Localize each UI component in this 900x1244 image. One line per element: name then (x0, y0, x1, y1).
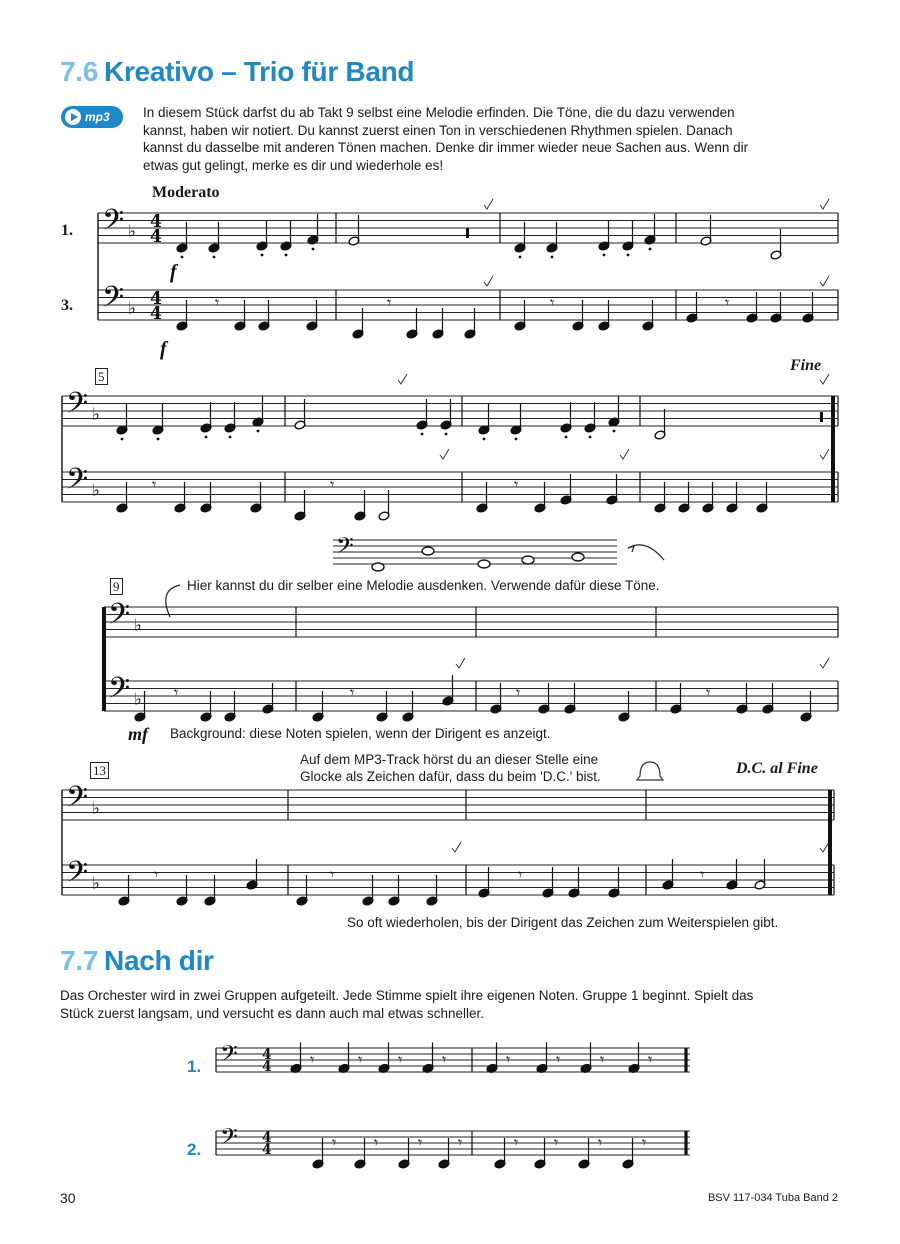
bass-clef: 𝄢 (220, 1122, 238, 1156)
quarter-rest (820, 412, 823, 422)
key-signature-flat: ♭ (128, 298, 136, 318)
bass-clef: 𝄢 (108, 597, 131, 638)
dc-al-fine-marking: D.C. al Fine (736, 760, 818, 777)
eighth-rest: 𝄾 (600, 1049, 605, 1069)
key-signature-flat: ♭ (134, 689, 142, 709)
time-signature-top: 4 (262, 1047, 272, 1063)
measure-number-13: 13 (90, 762, 109, 779)
time-signature-top: 4 (150, 212, 163, 232)
breath-check-mark (820, 842, 829, 852)
eighth-rest: 𝄾 (310, 1049, 315, 1069)
eighth-rest: 𝄾 (358, 1049, 363, 1069)
hint-repeat: So oft wiederholen, bis der Dirigent das Zeichen zum Weiterspielen gibt. (347, 915, 779, 930)
section-title-text: Nach dir (104, 945, 214, 976)
breath-check-mark (620, 449, 629, 459)
breath-check-mark (820, 374, 829, 384)
measure-number-9: 9 (110, 578, 123, 595)
eighth-rest: 𝄾 (330, 865, 335, 884)
eighth-rest: 𝄾 (556, 1049, 561, 1069)
hint-melody: Hier kannst du dir selber eine Melodie ausdenken. Verwende dafür diese Töne. (187, 578, 660, 593)
eighth-rest: 𝄾 (152, 475, 157, 494)
eighth-rest: 𝄾 (374, 1132, 379, 1152)
publication-reference: BSV 117-034 Tuba Band 2 (707, 1192, 838, 1204)
tempo-marking: Moderato (152, 184, 220, 201)
eighth-rest: 𝄾 (706, 683, 711, 702)
page-number: 30 (60, 1190, 76, 1206)
staccato-dot (515, 438, 518, 441)
hint-background: Background: diese Noten spielen, wenn der Dirigent es anzeigt. (170, 726, 551, 741)
bass-clef: 𝄢 (102, 203, 125, 244)
key-signature-flat: ♭ (92, 404, 100, 424)
eighth-rest: 𝄾 (174, 683, 179, 702)
key-signature-flat: ♭ (92, 873, 100, 893)
intro-line: In diesem Stück darfst du ab Takt 9 selbst eine Melodie erfinden. Die Töne, die du dazu verwenden (143, 105, 735, 120)
key-signature-flat: ♭ (134, 615, 142, 635)
staccato-dot (257, 430, 260, 433)
group-label-1: 1. (187, 1057, 202, 1076)
breath-check-mark (440, 449, 449, 459)
bass-clef: 𝄢 (66, 855, 89, 896)
staccato-dot (565, 436, 568, 439)
tone-whole-note (422, 547, 434, 555)
time-signature-bottom: 4 (150, 304, 163, 324)
dynamic-forte: f (160, 338, 167, 360)
eighth-rest: 𝄾 (554, 1132, 559, 1152)
intro-line: Stück zuerst langsam, und versucht es dann auch mal etwas schneller. (60, 1005, 484, 1021)
breath-check-mark (484, 276, 493, 286)
eighth-rest: 𝄾 (215, 293, 220, 312)
section-title-text: Kreativo – Trio für Band (104, 56, 415, 87)
breath-check-mark (452, 842, 461, 852)
bass-clef: 𝄢 (336, 531, 354, 565)
key-signature-flat: ♭ (128, 221, 136, 241)
staccato-dot (445, 433, 448, 436)
tone-whole-note (372, 563, 384, 571)
section-number: 7.6 (60, 56, 99, 87)
eighth-rest: 𝄾 (418, 1132, 423, 1152)
part-label-3: 3. (61, 297, 73, 314)
staccato-dot (229, 436, 232, 439)
eighth-rest: 𝄾 (387, 293, 392, 312)
eighth-rest: 𝄾 (550, 293, 555, 312)
time-signature-top: 4 (262, 1130, 272, 1146)
group-label-2: 2. (187, 1140, 202, 1159)
eighth-rest: 𝄾 (398, 1049, 403, 1069)
eighth-rest: 𝄾 (514, 1132, 519, 1152)
hint-bell-line: Glocke als Zeichen dafür, dass du beim 'D.C.' bist. (300, 769, 601, 784)
eighth-rest: 𝄾 (700, 865, 705, 884)
eighth-rest: 𝄾 (642, 1132, 647, 1152)
intro-line: kannst, haben wir notiert. Du kannst zuerst einen Ton in verschiedenen Rhythmen spielen. Danach (143, 122, 733, 138)
time-signature-bottom: 4 (150, 227, 163, 247)
bass-clef: 𝄢 (66, 462, 89, 503)
key-signature-flat: ♭ (92, 798, 100, 818)
eighth-rest: 𝄾 (442, 1049, 447, 1069)
staccato-dot (603, 254, 606, 257)
staccato-dot (627, 254, 630, 257)
staccato-dot (213, 256, 216, 259)
staccato-dot (121, 438, 124, 441)
dynamic-forte: f (170, 261, 177, 283)
tone-whole-note (522, 556, 534, 564)
time-signature-bottom: 4 (262, 1059, 272, 1075)
mp3-label: mp3 (85, 110, 110, 124)
time-signature-top: 4 (150, 289, 163, 309)
quarter-rest (466, 228, 469, 238)
bass-clef: 𝄢 (108, 671, 131, 712)
staccato-dot (649, 248, 652, 251)
measure-number-5: 5 (95, 368, 108, 385)
bass-clef: 𝄢 (102, 280, 125, 321)
staccato-dot (421, 433, 424, 436)
fine-marking: Fine (790, 357, 822, 374)
part-label-1: 1. (61, 222, 73, 239)
staccato-dot (483, 438, 486, 441)
staccato-dot (285, 254, 288, 257)
breath-check-mark (484, 199, 493, 209)
staccato-dot (551, 256, 554, 259)
staccato-dot (261, 254, 264, 257)
tone-whole-note (478, 560, 490, 568)
staccato-dot (181, 256, 184, 259)
bass-clef: 𝄢 (66, 386, 89, 427)
breath-check-mark (456, 658, 465, 668)
breath-check-mark (820, 449, 829, 459)
staccato-dot (157, 438, 160, 441)
intro-line: Das Orchester wird in zwei Gruppen aufgeteilt. Jede Stimme spielt ihre eigenen Noten. Gruppe 1 beginnt. Spielt das (60, 988, 754, 1003)
staccato-dot (312, 248, 315, 251)
time-signature-bottom: 4 (262, 1142, 272, 1158)
intro-line: kannst du dasselbe mit anderen Tönen machen. Denke dir immer wieder neue Sachen aus. Wenn dir (143, 140, 749, 155)
eighth-rest: 𝄾 (458, 1132, 463, 1152)
breath-check-mark (820, 199, 829, 209)
staccato-dot (613, 430, 616, 433)
eighth-rest: 𝄾 (518, 865, 523, 884)
eighth-rest: 𝄾 (506, 1049, 511, 1069)
eighth-rest: 𝄾 (514, 475, 519, 494)
section-number: 7.7 (60, 945, 99, 976)
bass-clef: 𝄢 (220, 1039, 238, 1073)
eighth-rest: 𝄾 (350, 683, 355, 702)
bass-clef: 𝄢 (66, 780, 89, 821)
eighth-rest: 𝄾 (330, 475, 335, 494)
eighth-rest: 𝄾 (332, 1132, 337, 1152)
staccato-dot (589, 436, 592, 439)
staccato-dot (205, 436, 208, 439)
tone-whole-note (572, 553, 584, 561)
eighth-rest: 𝄾 (154, 865, 159, 884)
bell-icon (637, 762, 663, 780)
eighth-rest: 𝄾 (725, 293, 730, 312)
dynamic-mezzoforte: mf (128, 724, 148, 744)
eighth-rest: 𝄾 (598, 1132, 603, 1152)
eighth-rest: 𝄾 (648, 1049, 653, 1069)
breath-check-mark (398, 374, 407, 384)
key-signature-flat: ♭ (92, 480, 100, 500)
staccato-dot (519, 256, 522, 259)
breath-check-mark (820, 658, 829, 668)
intro-line: etwas gut gelingt, merke es dir und wiederhole es! (143, 157, 444, 173)
eighth-rest: 𝄾 (516, 683, 521, 702)
hint-bell-line: Auf dem MP3-Track hörst du an dieser Stelle eine (300, 752, 599, 767)
breath-check-mark (820, 276, 829, 286)
arrow-curve (166, 585, 180, 617)
